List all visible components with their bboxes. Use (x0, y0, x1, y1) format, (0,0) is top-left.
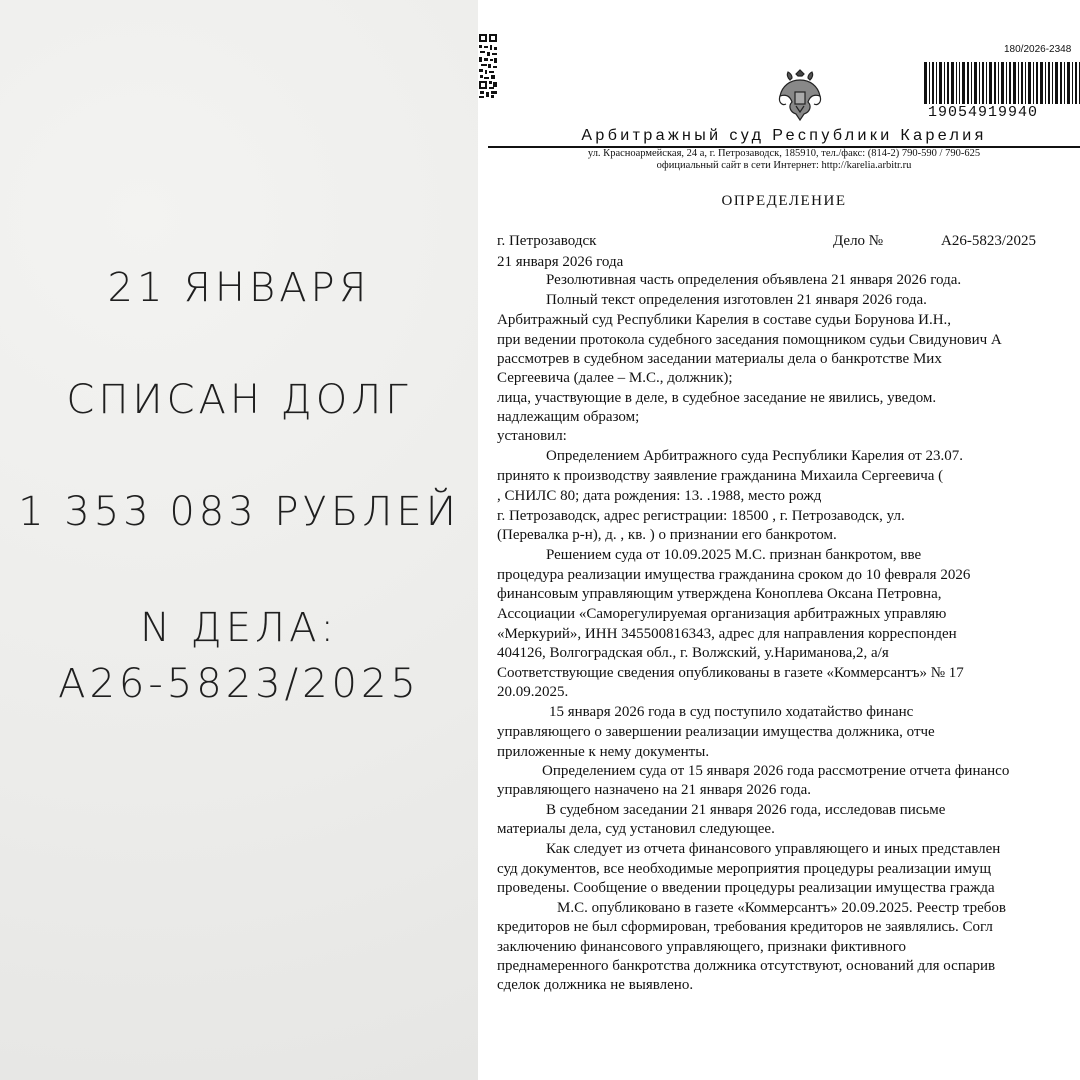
text-line: управляющего назначено на 21 января 2026 года. (497, 782, 812, 798)
text-line: при ведении протокола судебного заседания помощником судьи Свидунович А (497, 332, 1002, 348)
text-line: Полный текст определения изготовлен 21 января 2026 года. (546, 292, 927, 308)
text-line: управляющего о завершении реализации имущества должника, отче (497, 724, 935, 740)
text-line: лица, участвующие в деле, в судебное заседание не явились, уведом. (497, 390, 937, 406)
promo-debt-written-off: СПИСАН ДОЛГ (66, 377, 412, 423)
text-line: процедура реализации имущества гражданина сроком до 10 февраля 2026 (497, 567, 971, 583)
text-line: Резолютивная часть определения объявлена 21 января 2026 года. (546, 272, 962, 288)
text-line: Ассоциации «Саморегулируемая организация арбитражных управляю (497, 606, 947, 622)
text-line: преднамеренного банкротства должника отсутствуют, оснований для оспарив (497, 958, 996, 974)
qr-code-icon (478, 33, 498, 99)
promo-panel (0, 0, 478, 1080)
text-line: 15 января 2026 года в суд поступило ходатайство финанс (549, 704, 914, 720)
text-line: Сергеевича (далее – М.С., должник); (497, 370, 733, 386)
text-line: материалы дела, суд установил следующее. (497, 821, 775, 837)
text-line: суд документов, все необходимые мероприятия процедуры реализации имущ (497, 861, 992, 877)
text-line: приложенные к нему документы. (497, 744, 710, 760)
text-line: , СНИЛС 80; дата рождения: 13. .1988, место рожд (497, 488, 822, 504)
case-number: А26-5823/2025 (941, 233, 1036, 249)
case-label: Дело № (833, 233, 884, 249)
text-line: 20.09.2025. (497, 684, 569, 700)
document-title: ОПРЕДЕЛЕНИЕ (721, 193, 847, 209)
text-line: Определением Арбитражного суда Республики Карелия от 23.07. (546, 448, 963, 464)
text-line: установил: (497, 428, 567, 444)
text-line: «Меркурий», ИНН 345500816343, адрес для направления корреспонден (497, 626, 957, 642)
court-website: официальный сайт в сети Интернет: http://karelia.arbitr.ru (656, 160, 912, 171)
promo-case-number: А26-5823/2025 (58, 661, 420, 707)
document-number: 180/2026-2348 (1004, 44, 1072, 55)
promo-case-label: N ДЕЛА: (140, 605, 338, 651)
text-line: Определением суда от 15 января 2026 года рассмотрение отчета финансо (542, 763, 1010, 779)
barcode-number: 19054919940 (928, 104, 1039, 121)
text-line: сделок должника не выявлено. (497, 977, 694, 993)
text-line: М.С. опубликовано в газете «Коммерсантъ» 20.09.2025. Реестр требов (557, 900, 1007, 916)
text-line: (Перевалка р-н), д. , кв. ) о признании его банкротом. (497, 527, 837, 543)
text-line: г. Петрозаводск, адрес регистрации: 18500 , г. Петрозаводск, ул. (497, 508, 905, 524)
text-line: 404126, Волгоградская обл., г. Волжский, у.Нариманова,2, а/я (497, 645, 889, 661)
text-line: проведены. Сообщение о введении процедуры реализации имущества гражда (497, 880, 995, 896)
text-line: 21 января 2026 года (497, 254, 624, 270)
text-line: В судебном заседании 21 января 2026 года, исследовав письме (546, 802, 946, 818)
text-line: Соответствующие сведения опубликованы в газете «Коммерсантъ» № 17 (497, 665, 964, 681)
text-line: кредиторов не был сформирован, требования кредиторов не заявлялись. Согл (497, 919, 993, 935)
text-line: Арбитражный суд Республики Карелия в составе судьи Борунова И.Н., (497, 312, 952, 328)
text-line: финансовым управляющим утверждена Коноплева Оксана Петровна, (497, 586, 942, 602)
text-line: Как следует из отчета финансового управляющего и иных представлен (546, 841, 1001, 857)
court-address: ул. Красноармейская, 24 а, г. Петрозаводск, 185910, тел./факс: (814-2) 790-590 / 790-625 (587, 148, 981, 159)
text-line: заключению финансового управляющего, признаки фиктивного (497, 939, 907, 955)
promo-amount: 1 353 083 РУБЛЕЙ (18, 489, 460, 535)
text-line: рассмотрев в судебном заседании материалы дела о банкротстве Мих (497, 351, 942, 367)
court-name: Арбитражный суд Республики Карелия (581, 127, 987, 144)
barcode-icon (924, 62, 1080, 108)
text-line: Решением суда от 10.09.2025 М.С. признан банкротом, вве (546, 547, 922, 563)
text-line: принято к производству заявление гражданина Михаила Сергеевича ( (497, 468, 944, 484)
city: г. Петрозаводск (497, 233, 597, 249)
text-line: надлежащим образом; (497, 409, 640, 425)
promo-date: 21 ЯНВАРЯ (107, 265, 371, 311)
coat-of-arms-icon (776, 68, 824, 122)
